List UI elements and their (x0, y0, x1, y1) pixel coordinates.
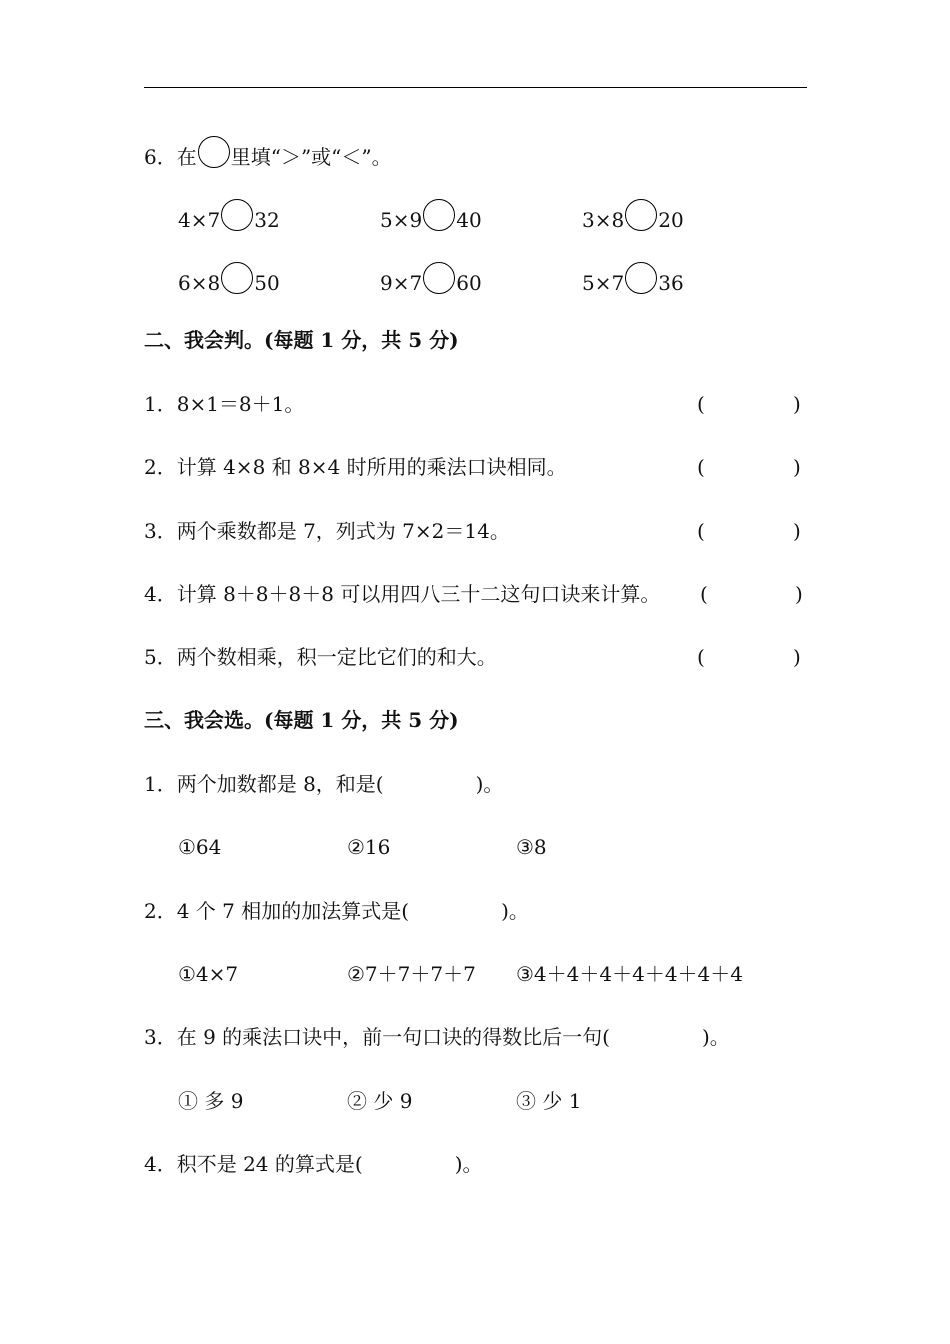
option[interactable]: ①64 (178, 835, 222, 859)
q6-item: 5×7 36 (582, 262, 684, 297)
q6-item: 4×7 32 (178, 199, 280, 234)
answer-circle[interactable] (221, 262, 253, 294)
q6-suffix: 里填“＞”或“＜”。 (230, 145, 392, 169)
option[interactable]: ②7＋7＋7＋7 (347, 962, 476, 986)
option[interactable]: ① 多 9 (178, 1089, 244, 1113)
answer-paren-close: ) (793, 392, 801, 416)
answer-circle[interactable] (423, 262, 455, 294)
answer-paren-open[interactable]: ( (700, 582, 708, 606)
choice-question: 1．两个加数都是 8，和是( )。 (144, 772, 504, 796)
answer-paren-open[interactable]: ( (697, 455, 705, 479)
q6-item: 6×8 50 (178, 262, 280, 297)
answer-paren-close: ) (793, 455, 801, 479)
option[interactable]: ③4＋4＋4＋4＋4＋4＋4 (516, 962, 744, 986)
answer-paren-open[interactable]: ( (697, 519, 705, 543)
answer-paren-close: ) (793, 519, 801, 543)
judge-item: 2．计算 4×8 和 8×4 时所用的乘法口诀相同。 (144, 455, 567, 479)
answer-circle[interactable] (221, 199, 253, 231)
answer-circle[interactable] (625, 199, 657, 231)
judge-item: 1．8×1＝8＋1。 (144, 392, 305, 416)
q6-item: 5×9 40 (380, 199, 482, 234)
answer-paren-open[interactable]: ( (697, 392, 705, 416)
option[interactable]: ②16 (347, 835, 391, 859)
section2-title: 二、我会判。(每题 1 分，共 5 分) (144, 328, 459, 352)
choice-question: 3．在 9 的乘法口诀中，前一句口诀的得数比后一句( )。 (144, 1025, 730, 1049)
q6-instruction (144, 136, 392, 171)
compare-circle-icon (198, 136, 230, 168)
answer-circle[interactable] (625, 262, 657, 294)
q6-item: 3×8 20 (582, 199, 684, 234)
header-rule (144, 87, 807, 88)
judge-item: 5．两个数相乘，积一定比它们的和大。 (144, 645, 497, 669)
option[interactable]: ③ 少 1 (516, 1089, 582, 1113)
q6-item: 9×7 60 (380, 262, 482, 297)
option[interactable]: ③8 (516, 835, 547, 859)
option[interactable]: ② 少 9 (347, 1089, 413, 1113)
answer-circle[interactable] (423, 199, 455, 231)
section3-title: 三、我会选。(每题 1 分，共 5 分) (144, 708, 459, 732)
choice-question: 4．积不是 24 的算式是( )。 (144, 1152, 483, 1176)
choice-question: 2．4 个 7 相加的加法算式是( )。 (144, 899, 529, 923)
answer-paren-close: ) (793, 645, 801, 669)
judge-item: 4．计算 8＋8＋8＋8 可以用四八三十二这句口诀来计算。 (144, 582, 661, 606)
answer-paren-close: ) (795, 582, 803, 606)
answer-paren-open[interactable]: ( (697, 645, 705, 669)
q6-prefix: 6．在 (144, 145, 197, 169)
judge-item: 3．两个乘数都是 7，列式为 7×2＝14。 (144, 519, 510, 543)
option[interactable]: ①4×7 (178, 962, 239, 986)
